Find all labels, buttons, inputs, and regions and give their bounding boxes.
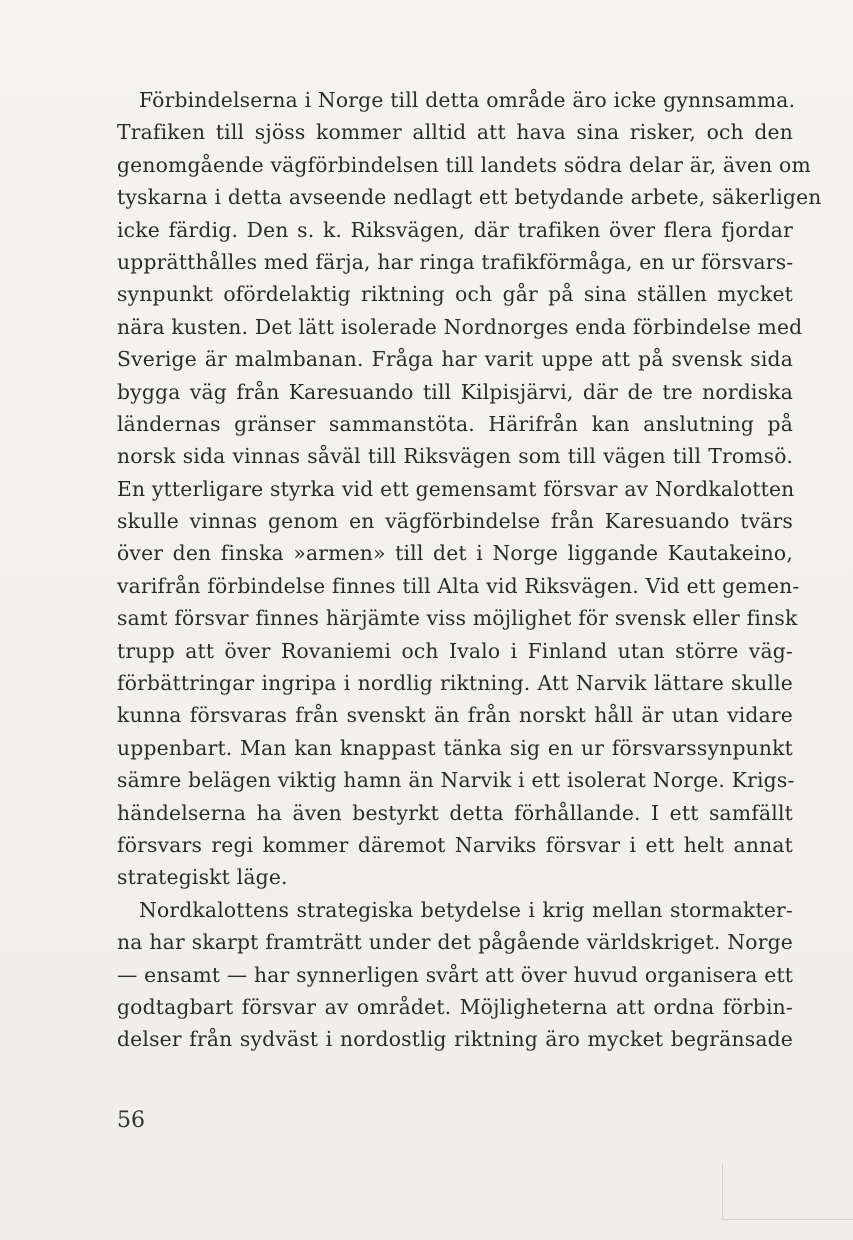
text-line: Nordkalottens strategiska betydelse i krig mellan stormakter- [139,897,793,922]
text-line: genomgående vägförbindelsen till landets södra delar är, även om [117,152,811,177]
text-line: upprätthålles med färja, har ringa trafikförmåga, en ur försvars- [117,249,794,274]
text-line: sämre belägen viktig hamn än Narvik i ett isolerat Norge. Krigs- [117,768,795,793]
text-line: skulle vinnas genom en vägförbindelse från Karesuando tvärs [117,509,793,534]
text-line: tyskarna i detta avseende nedlagt ett betydande arbete, säkerligen [117,185,822,210]
text-line: godtagbart försvar av området. Möjligheterna att ordna förbin- [117,994,793,1019]
text-line: delser från sydväst i nordostlig riktning äro mycket begränsade [117,1027,793,1052]
text-line: trupp att över Rovaniemi och Ivalo i Finland utan större väg- [117,638,793,663]
text-line: icke färdig. Den s. k. Riksvägen, där trafiken över flera fjordar [117,217,793,242]
text-line: synpunkt ofördelaktig riktning och går på sina ställen mycket [117,282,793,307]
text-line: strategiskt läge. [117,865,288,890]
text-line: En ytterligare styrka vid ett gemensamt försvar av Nordkalotten [117,476,795,501]
scan-corner-mark [722,1163,853,1220]
text-line: bygga väg från Karesuando till Kilpisjärvi, där de tre nordiska [117,379,793,404]
body-text [117,84,822,1056]
text-line: nära kusten. Det lätt isolerade Nordnorges enda förbindelse med [117,314,803,339]
text-line: Förbindelserna i Norge till detta område äro icke gynnsamma. [139,88,796,112]
text-line: ländernas gränser sammanstöta. Härifrån kan anslutning på [117,411,793,436]
text-line: uppenbart. Man kan knappast tänka sig en ur försvarssynpunkt [117,735,793,760]
text-line: Sverige är malmbanan. Fråga har varit uppe att på svensk sida [117,347,793,372]
text-line: Trafiken till sjöss kommer alltid att hava sina risker, och den [117,120,793,145]
text-line: — ensamt — har synnerligen svårt att över huvud organisera ett [117,962,794,987]
text-line: varifrån förbindelse finnes till Alta vid Riksvägen. Vid ett gemen- [117,573,800,598]
page-number: 56 [117,1108,145,1133]
text-line: samt försvar finnes härjämte viss möjlighet för svensk eller finsk [117,606,798,631]
text-line: kunna försvaras från svenskt än från norskt håll är utan vidare [117,703,793,728]
text-line: na har skarpt framträtt under det pågående världskriget. Norge [117,930,793,955]
text-line: händelserna ha även bestyrkt detta förhållande. I ett samfällt [117,800,793,825]
text-line: förbättringar ingripa i nordlig riktning. Att Narvik lättare skulle [117,671,793,696]
text-line: över den finska »armen» till det i Norge liggande Kautakeino, [117,541,793,566]
text-line: norsk sida vinnas såväl till Riksvägen som till vägen till Tromsö. [117,444,793,469]
text-line: försvars regi kommer däremot Narviks försvar i ett helt annat [117,832,793,857]
